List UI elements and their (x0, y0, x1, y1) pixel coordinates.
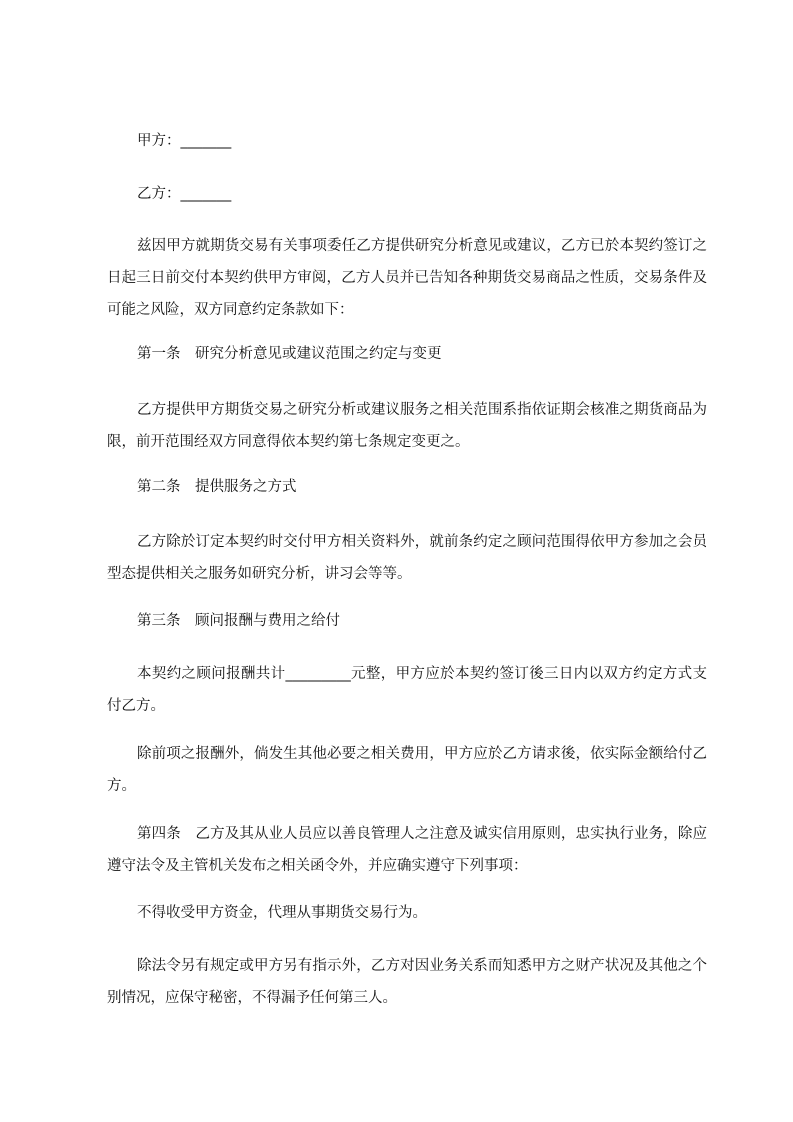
article-4-intro: 第四条 乙方及其从业人员应以善良管理人之注意及诚实信用原则，忠实执行业务，除应遵守法令及主管机关发布之相关函令外，并应确实遵守下列事项： (107, 826, 707, 874)
article-3-para-2: 除前项之报酬外，倘发生其他必要之相关费用，甲方应於乙方请求後，依实际金额给付乙方。 (107, 746, 707, 794)
article-2-body: 乙方除於订定本契约时交付甲方相关资料外，就前条约定之顾问范围得依甲方参加之会员型态提供相关之服务如研究分析，讲习会等等。 (107, 534, 707, 582)
article-4-item-2: 除法令另有规定或甲方另有指示外，乙方对因业务关系而知悉甲方之财产状况及其他之个别情况，应保守秘密，不得漏予任何第三人。 (107, 958, 707, 1006)
preamble-paragraph: 兹因甲方就期货交易有关事项委任乙方提供研究分析意见或建议，乙方已於本契约签订之日起三日前交付本契约供甲方审阅，乙方人员并已告知各种期货交易商品之性质，交易条件及可能之风险，双方同意约定条款如下： (107, 238, 707, 318)
article-2-heading: 第二条 提供服务之方式 (137, 479, 297, 495)
article-1-body: 乙方提供甲方期货交易之研究分析或建议服务之相关范围系指依证期会核准之期货商品为限，前开范围经双方同意得依本契约第七条规定变更之。 (107, 402, 707, 450)
party-b-line: 乙方：_______ (137, 186, 232, 202)
article-3-para-1: 本契约之顾问报酬共计_________元整，甲方应於本契约签订後三日内以双方约定方式支付乙方。 (107, 666, 707, 714)
article-1-heading: 第一条 研究分析意见或建议范围之约定与变更 (137, 346, 442, 362)
party-a-line: 甲方：_______ (137, 133, 232, 149)
article-3-heading: 第三条 顾问报酬与费用之给付 (137, 613, 340, 629)
article-4-item-1: 不得收受甲方资金，代理从事期货交易行为。 (137, 905, 427, 921)
